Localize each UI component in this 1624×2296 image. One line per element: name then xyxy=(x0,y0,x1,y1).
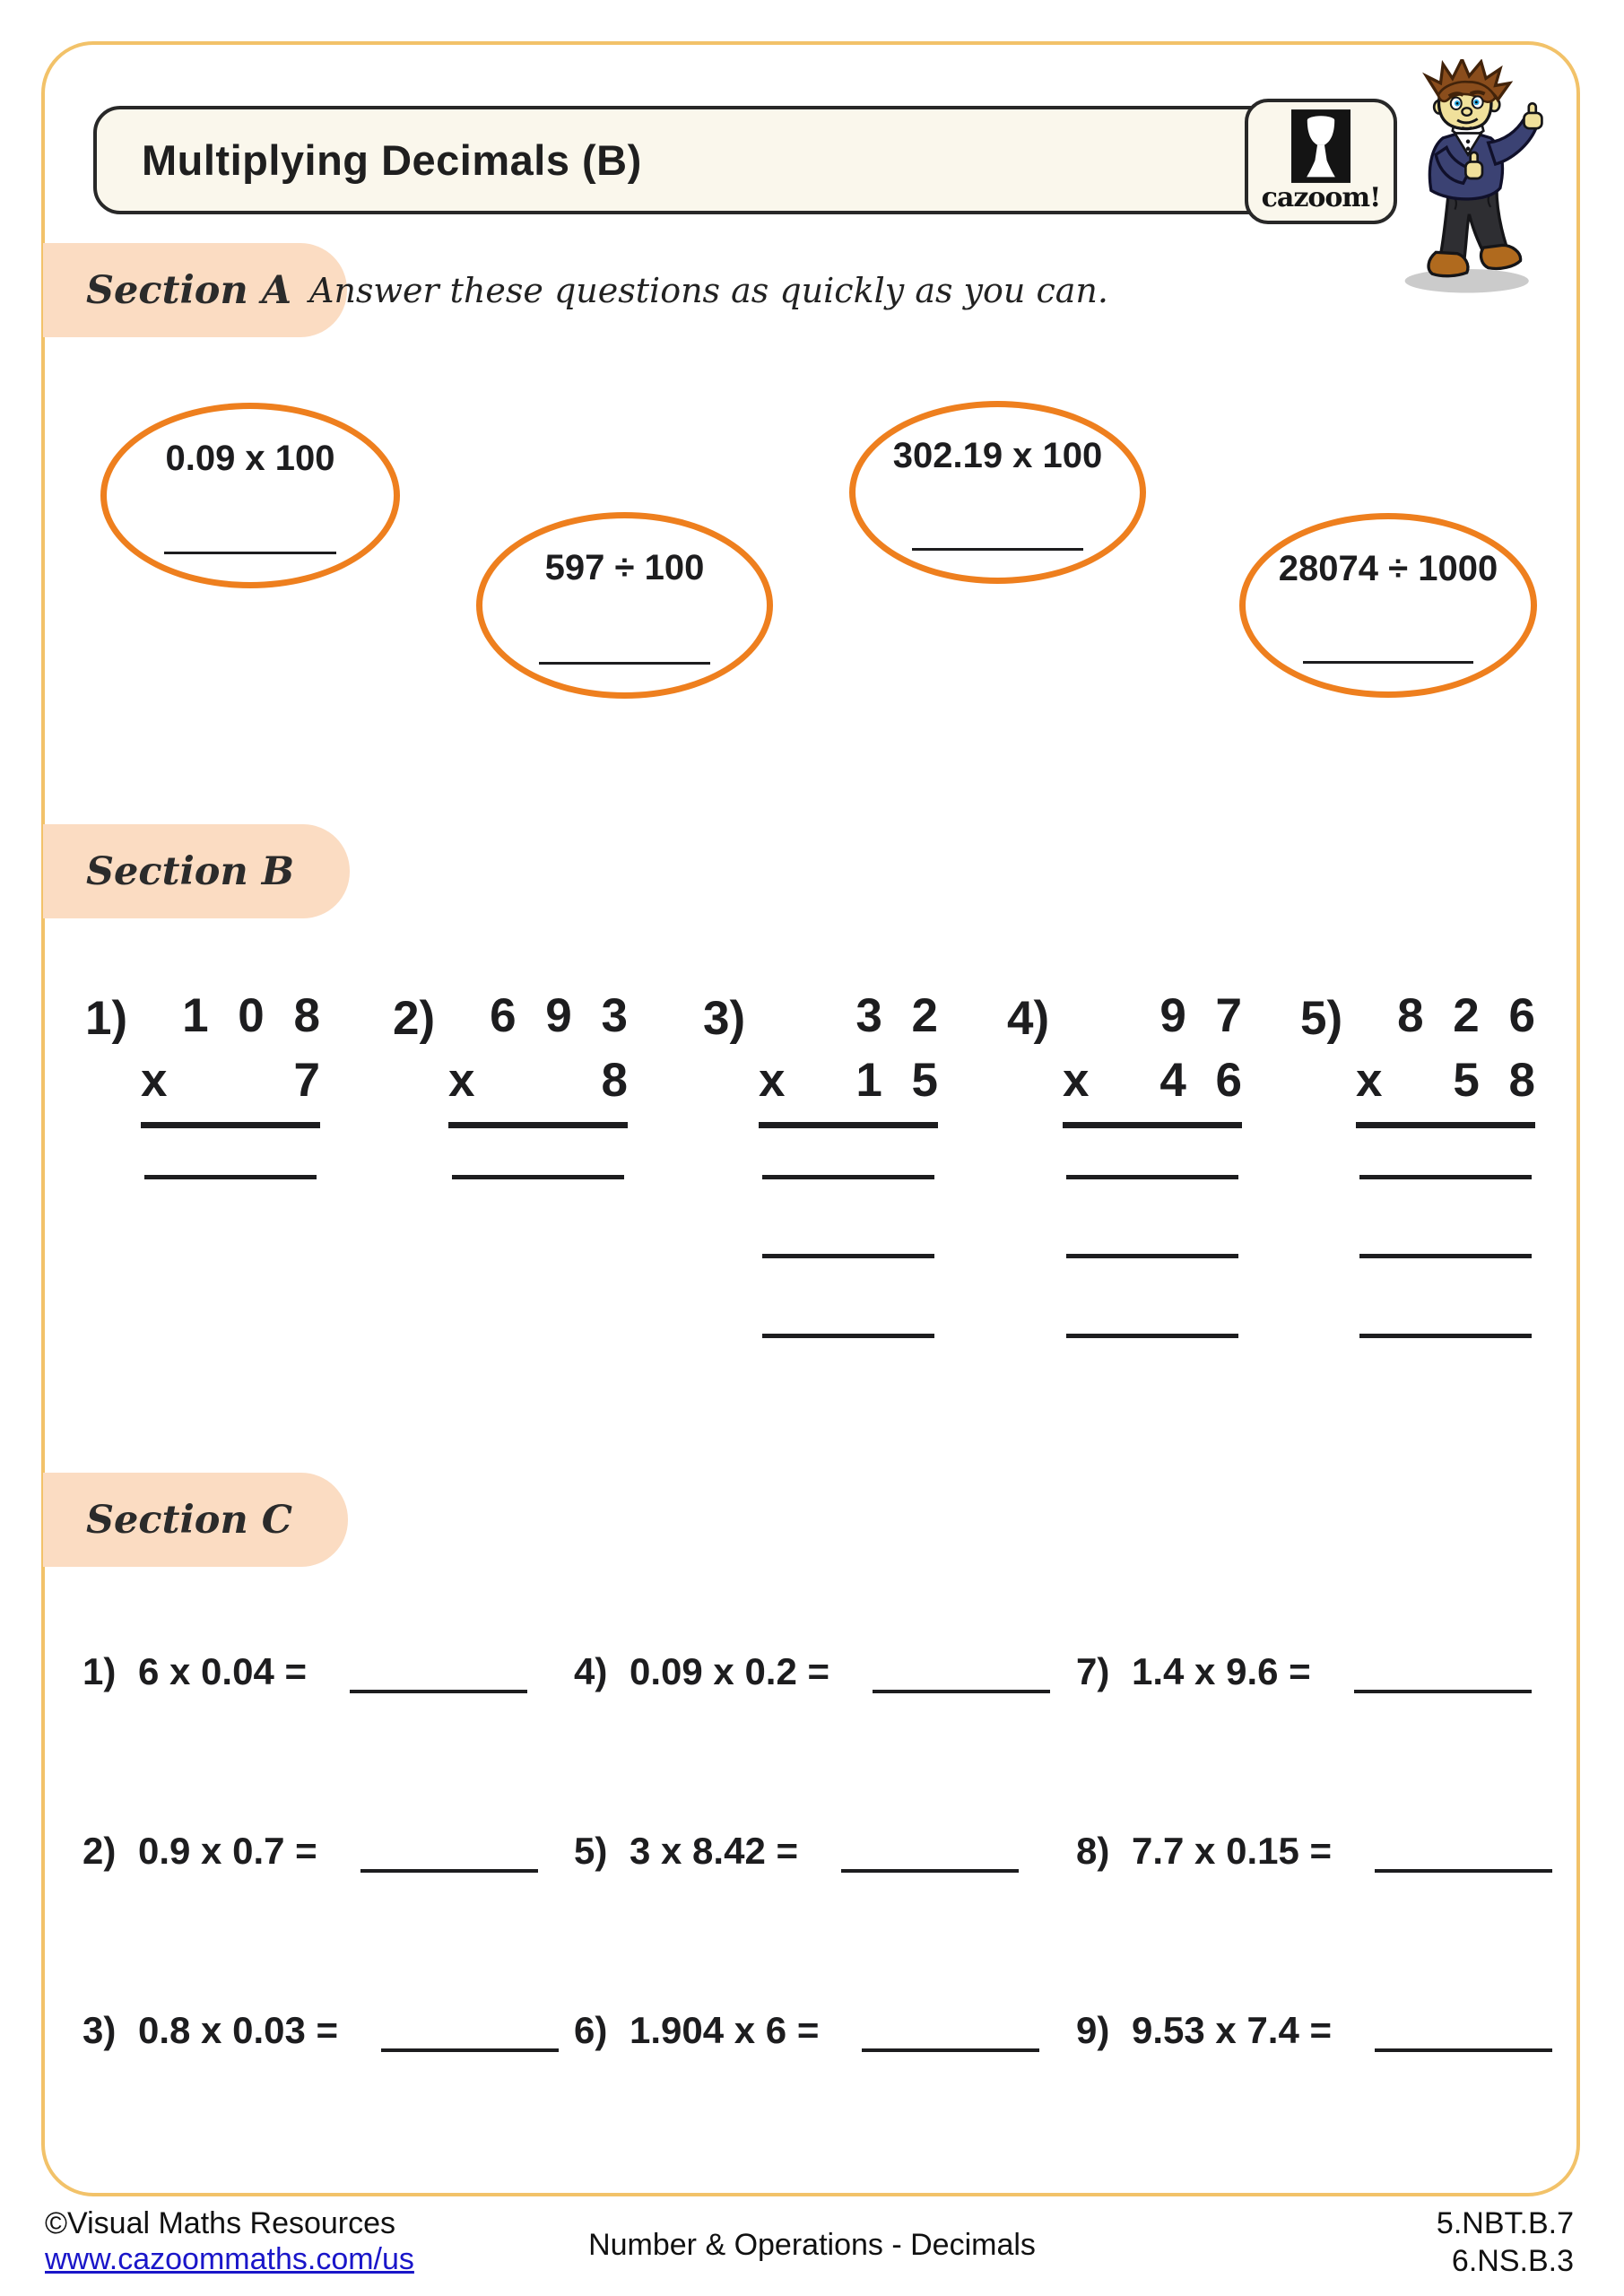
problem-number: 4) xyxy=(1007,992,1050,1045)
times-operator: x xyxy=(448,1054,475,1107)
multiplicand: 8 2 6 xyxy=(1397,989,1543,1042)
multiplier: 4 6 xyxy=(1159,1054,1250,1107)
title-bar xyxy=(93,106,1397,214)
problem-body xyxy=(759,989,946,1348)
problem-number: 3) xyxy=(703,992,746,1045)
oval-problem-expression: 597 ÷ 100 xyxy=(544,547,705,587)
multiplier: 5 8 xyxy=(1453,1054,1543,1107)
section-a-label: Section A xyxy=(86,267,292,313)
oval-problem xyxy=(476,512,773,699)
multiplicand: 3 2 xyxy=(855,989,946,1042)
equals-bar xyxy=(1063,1122,1242,1128)
answer-blank xyxy=(841,1869,1019,1873)
section-c-badge xyxy=(43,1473,348,1567)
problem-number: 8) xyxy=(1076,1830,1110,1872)
problem-expression: 0.09 x 0.2 = xyxy=(630,1650,830,1692)
problem-number: 2) xyxy=(83,1830,117,1872)
topic-label: Number & Operations - Decimals xyxy=(588,2228,1036,2262)
oval-problem-expression: 302.19 x 100 xyxy=(892,436,1103,476)
decimal-problem xyxy=(83,2009,559,2052)
problem-number: 2) xyxy=(393,992,436,1045)
cazoom-logo xyxy=(1245,99,1397,224)
problem-expression: 0.8 x 0.03 = xyxy=(138,2009,339,2051)
problem-number: 7) xyxy=(1076,1650,1110,1692)
page-title: Multiplying Decimals (B) xyxy=(142,136,642,184)
problem-number: 1) xyxy=(85,992,128,1045)
section-a-badge xyxy=(43,243,347,337)
problem-expression: 1.4 x 9.6 = xyxy=(1132,1650,1311,1692)
equals-bar xyxy=(141,1122,320,1128)
times-operator: x xyxy=(759,1054,786,1107)
answer-line xyxy=(452,1175,624,1179)
answer-blank xyxy=(912,548,1082,551)
multiplier: 8 xyxy=(601,1054,636,1107)
oval-problem-expression: 28074 ÷ 1000 xyxy=(1278,548,1498,588)
answer-line xyxy=(1066,1334,1238,1338)
answer-line xyxy=(1066,1175,1238,1179)
logo-wordmark: cazoom! xyxy=(1261,182,1381,213)
multiplier: 1 5 xyxy=(855,1054,946,1107)
problem-number: 4) xyxy=(574,1650,608,1692)
decimal-problem xyxy=(1076,1830,1552,1873)
oval-problem xyxy=(849,401,1146,584)
problem-expression: 6 x 0.04 = xyxy=(138,1650,307,1692)
long-multiplication-problem xyxy=(1300,989,1541,1348)
long-multiplication-problem xyxy=(393,989,636,1348)
answer-blank xyxy=(1354,1690,1532,1693)
oval-problem-expression: 0.09 x 100 xyxy=(165,438,335,478)
decimal-problem xyxy=(574,1650,1050,1693)
times-operator: x xyxy=(141,1054,168,1107)
problem-number: 6) xyxy=(574,2009,608,2051)
problem-number: 3) xyxy=(83,2009,117,2051)
problem-body xyxy=(141,989,328,1348)
website-link[interactable]: www.cazoommaths.com/us xyxy=(45,2242,414,2276)
section-b-label: Section B xyxy=(86,848,295,894)
answer-blank xyxy=(164,552,336,554)
mascot-boy-illustration xyxy=(1395,59,1562,298)
section-b-badge xyxy=(43,824,350,918)
djembe-drum-icon xyxy=(1291,109,1350,183)
long-multiplication-problem xyxy=(85,989,326,1348)
multiplier-row xyxy=(141,1054,328,1108)
decimal-problem xyxy=(574,1830,1019,1873)
oval-problem xyxy=(1239,513,1537,698)
problem-expression: 3 x 8.42 = xyxy=(630,1830,798,1872)
problem-expression: 7.7 x 0.15 = xyxy=(1132,1830,1333,1872)
section-a-instruction: Answer these questions as quickly as you can. xyxy=(309,270,1108,310)
problem-body xyxy=(1356,989,1543,1348)
answer-line xyxy=(762,1254,934,1258)
answer-line xyxy=(762,1334,934,1338)
decimal-problem xyxy=(1076,1650,1532,1693)
problem-number: 9) xyxy=(1076,2009,1110,2051)
problem-number: 5) xyxy=(574,1830,608,1872)
equals-bar xyxy=(1356,1122,1535,1128)
answer-line xyxy=(762,1175,934,1179)
decimal-problem xyxy=(574,2009,1039,2052)
equals-bar xyxy=(759,1122,938,1128)
problem-expression: 0.9 x 0.7 = xyxy=(138,1830,317,1872)
answer-blank xyxy=(862,2048,1039,2052)
answer-blank xyxy=(1375,2048,1552,2052)
answer-blank xyxy=(360,1869,538,1873)
answer-blank xyxy=(1375,1869,1552,1873)
multiplier-row xyxy=(759,1054,946,1108)
answer-line xyxy=(1066,1254,1238,1258)
problem-expression: 9.53 x 7.4 = xyxy=(1132,2009,1333,2051)
decimal-problem xyxy=(83,1650,527,1693)
answer-line xyxy=(1359,1334,1532,1338)
copyright-text: ©Visual Maths Resources xyxy=(45,2206,396,2240)
multiplicand: 1 0 8 xyxy=(182,989,328,1042)
problem-number: 5) xyxy=(1300,992,1343,1045)
section-c-label: Section C xyxy=(86,1497,292,1543)
answer-blank xyxy=(381,2048,559,2052)
answer-blank xyxy=(873,1690,1050,1693)
answer-line xyxy=(1359,1175,1532,1179)
multiplier: 7 xyxy=(293,1054,328,1107)
standard-code: 6.NS.B.3 xyxy=(1451,2244,1574,2278)
decimal-problem xyxy=(1076,2009,1552,2052)
times-operator: x xyxy=(1356,1054,1383,1107)
problem-body xyxy=(448,989,636,1348)
problem-body xyxy=(1063,989,1250,1348)
times-operator: x xyxy=(1063,1054,1090,1107)
answer-blank xyxy=(1303,661,1474,664)
answer-blank xyxy=(539,662,709,665)
multiplier-row xyxy=(1063,1054,1250,1108)
long-multiplication-problem xyxy=(703,989,946,1348)
answer-line xyxy=(144,1175,317,1179)
answer-blank xyxy=(350,1690,527,1693)
problem-expression: 1.904 x 6 = xyxy=(630,2009,820,2051)
decimal-problem xyxy=(83,1830,538,1873)
multiplier-row xyxy=(1356,1054,1543,1108)
oval-problem xyxy=(100,403,400,588)
long-multiplication-problem xyxy=(1007,989,1250,1348)
answer-line xyxy=(1359,1254,1532,1258)
multiplier-row xyxy=(448,1054,636,1108)
problem-number: 1) xyxy=(83,1650,117,1692)
multiplicand: 6 9 3 xyxy=(490,989,636,1042)
standard-code: 5.NBT.B.7 xyxy=(1436,2206,1574,2240)
equals-bar xyxy=(448,1122,628,1128)
multiplicand: 9 7 xyxy=(1159,989,1250,1042)
